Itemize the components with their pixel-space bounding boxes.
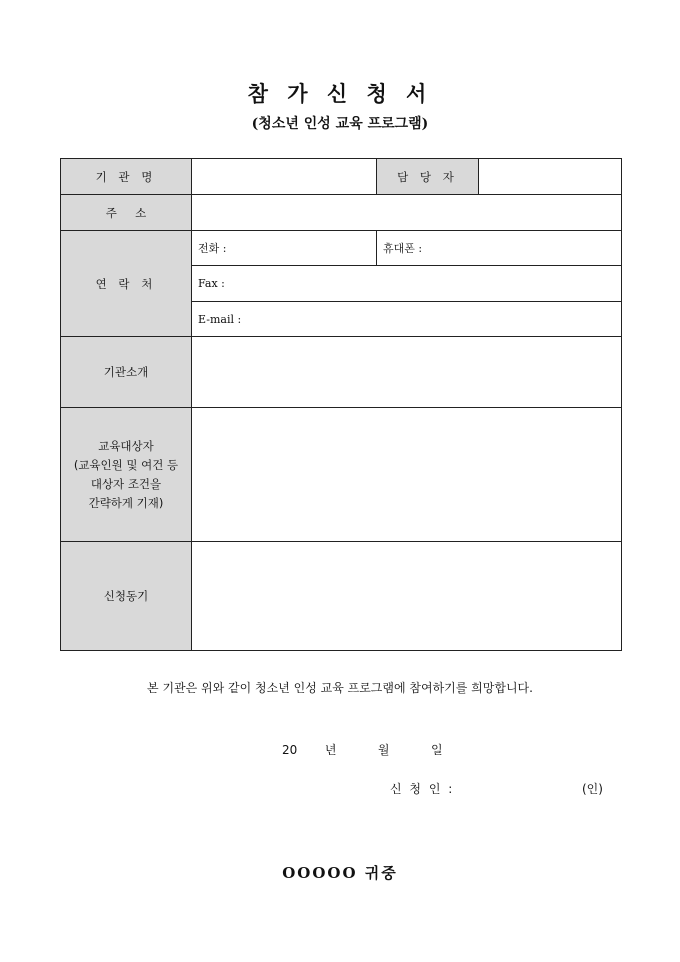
motive-row: [61, 542, 622, 651]
motive-field[interactable]: [192, 542, 622, 651]
form-subtitle: (청소년 인성 교육 프로그램): [251, 116, 429, 132]
application-form-table: [60, 158, 622, 651]
manager-name-field[interactable]: [479, 159, 622, 195]
manager-label: 담 당 자: [377, 159, 479, 195]
phone-row: [61, 231, 622, 266]
fax-field[interactable]: [192, 266, 622, 302]
target-row: [61, 408, 622, 542]
institution-row: [61, 159, 622, 195]
email-label: E-mail :: [198, 312, 242, 326]
mobile-field[interactable]: [377, 231, 622, 266]
address-row: [61, 195, 622, 231]
motive-label: 신청동기: [61, 542, 192, 651]
institution-label: 기 관 명: [61, 159, 192, 195]
target-field[interactable]: [192, 408, 622, 542]
form-title: 참 가 신 청 서: [247, 81, 433, 106]
address-field[interactable]: [192, 195, 622, 231]
seal-label: (인): [582, 782, 603, 796]
contact-label: 연 락 처: [61, 231, 192, 337]
applicant-label: 신 청 인 :: [390, 782, 455, 796]
fax-label: Fax :: [198, 277, 225, 290]
institution-name-field[interactable]: [192, 159, 377, 195]
phone-field[interactable]: [192, 231, 377, 266]
participation-statement: 본 기관은 위와 같이 청소년 인성 교육 프로그램에 참여하기를 희망합니다.: [147, 681, 533, 695]
intro-row: [61, 337, 622, 408]
email-field[interactable]: [192, 302, 622, 337]
target-label: 교육대상자 (교육인원 및 여건 등 대상자 조건을 간략하게 기재): [61, 408, 192, 542]
addressee: OOOOO 귀중: [282, 864, 398, 882]
intro-field[interactable]: [192, 337, 622, 408]
address-label: 주 소: [61, 195, 192, 231]
intro-label: 기관소개: [61, 337, 192, 408]
phone-label: 전화 :: [198, 242, 227, 255]
mobile-label: 휴대폰 :: [383, 242, 423, 255]
date-line: 20 년 월 일: [282, 743, 443, 757]
